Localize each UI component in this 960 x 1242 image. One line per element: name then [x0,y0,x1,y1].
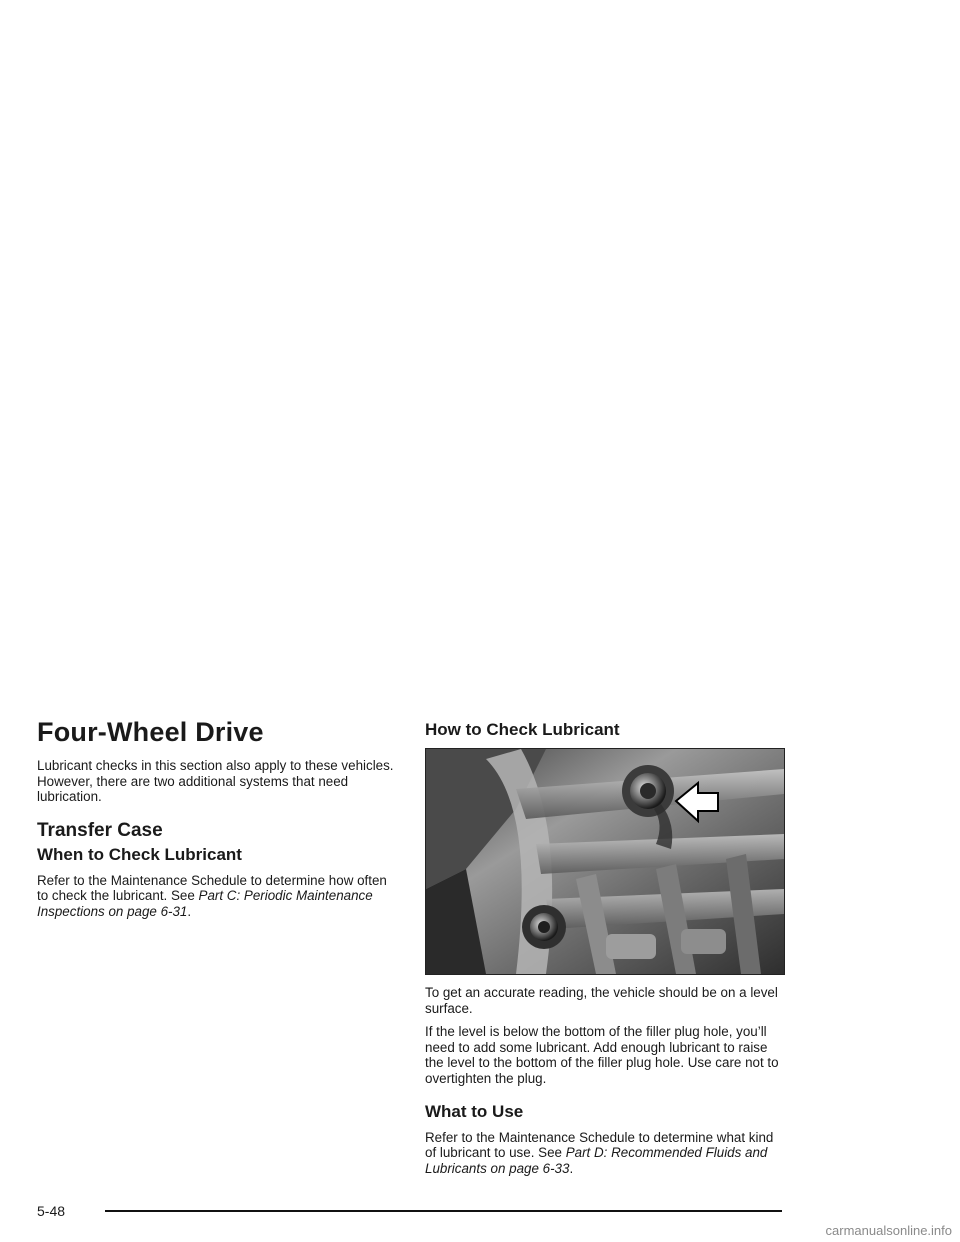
periodic-maintenance-reference[interactable]: Part C: Periodic Maintenance Inspections on page 6-31 [37,888,373,919]
when-to-check-end: . [187,903,192,919]
transfer-case-photo [425,748,785,975]
right-column [425,716,785,1184]
accurate-reading-paragraph: To get an accurate reading, the vehicle should be on a level surface. [425,985,778,1016]
left-column [37,716,397,928]
what-to-use-end: . [569,1160,574,1176]
what-to-use-paragraph [425,1130,785,1177]
page-number: 5-48 [37,1203,66,1219]
watermark[interactable]: carmanualsonline.info [825,1223,952,1238]
when-to-check-paragraph [37,873,397,920]
page-title: Four-Wheel Drive [37,717,264,747]
what-to-use-heading: What to Use [425,1101,524,1121]
what-to-use-text: Refer to the Maintenance Schedule to determine what kind of lubricant to use. See [425,1129,774,1161]
add-lubricant-paragraph: If the level is below the bottom of the filler plug hole, you’ll need to add some lubricant. Add enough lubricant to raise the level to the bottom of the filler plug hole. Use care not to overtighten the plug. [425,1024,779,1086]
when-to-check-heading: When to Check Lubricant [37,844,242,864]
when-to-check-text: Refer to the Maintenance Schedule to determine how often to check the lubricant. See [37,872,387,904]
intro-paragraph: Lubricant checks in this section also apply to these vehicles. However, there are two additional systems that need lubrication. [37,758,394,805]
footer-rule [105,1210,782,1212]
transfer-case-heading: Transfer Case [37,819,163,841]
how-to-check-heading: How to Check Lubricant [425,720,620,739]
recommended-fluids-reference[interactable]: Part D: Recommended Fluids and Lubricants on page 6-33 [425,1145,768,1176]
